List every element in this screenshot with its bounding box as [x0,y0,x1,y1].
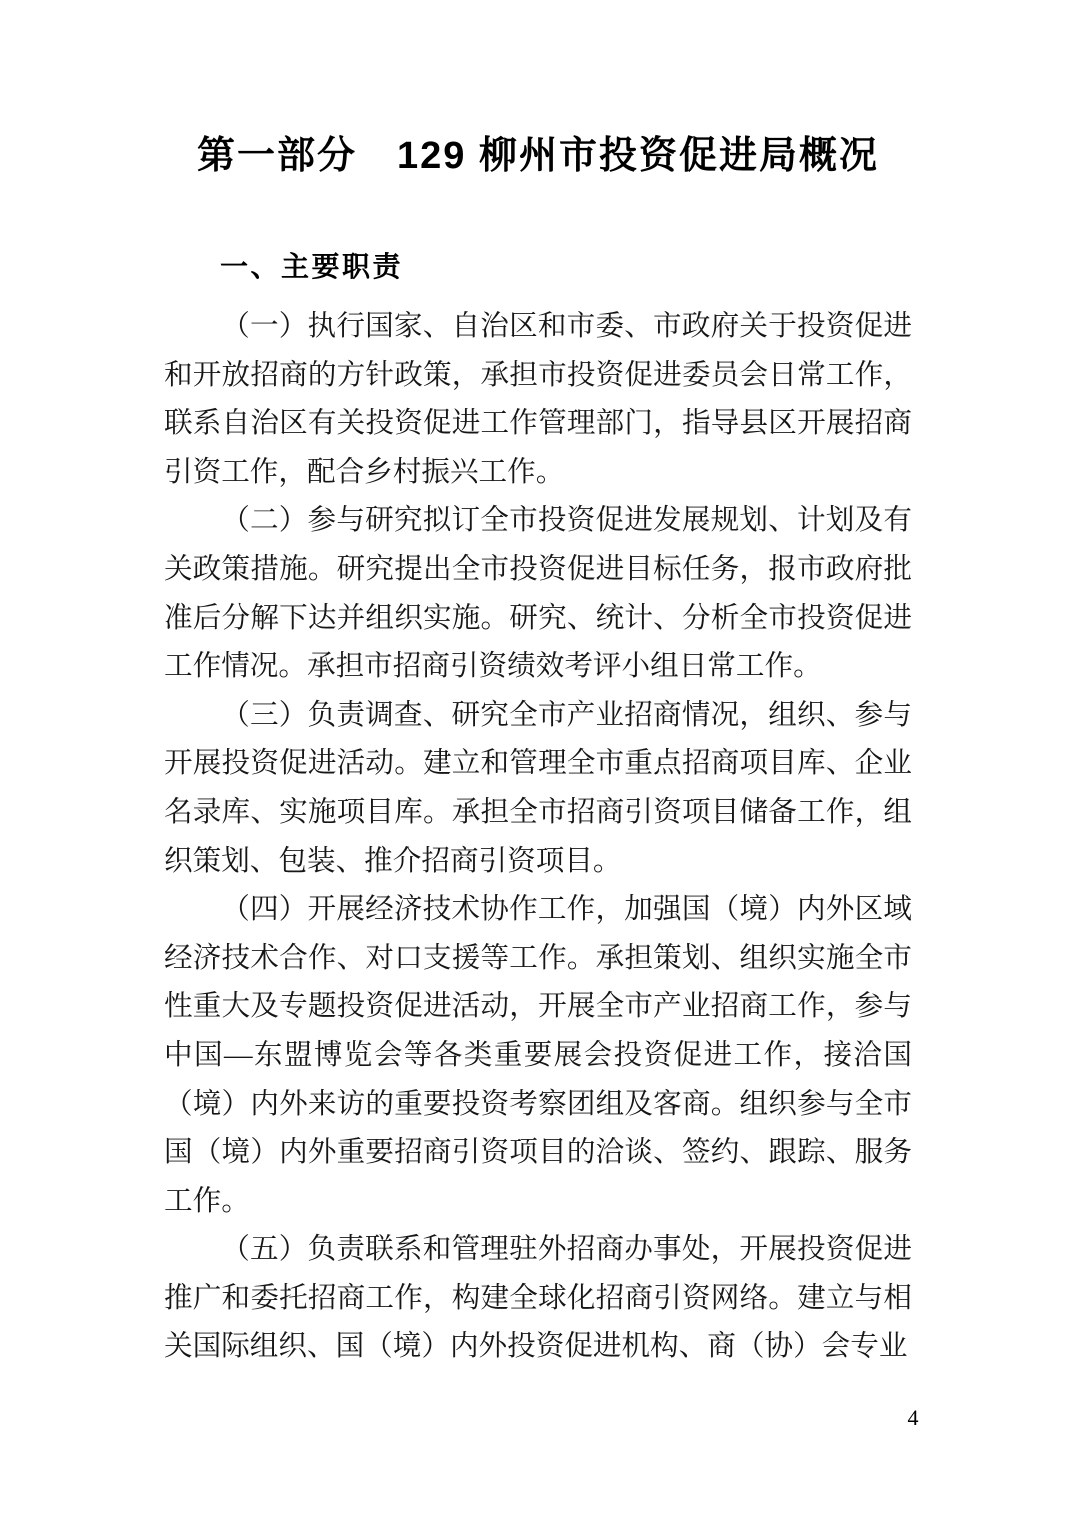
document-content [164,0,912,1372]
paragraph-duty-3: （三）负责调查、研究全市产业招商情况，组织、参与开展投资促进活动。建立和管理全市重点招商项目库、企业名录库、实施项目库。承担全市招商引资项目储备工作，组织策划、包装、推介招商引资项目。 [164,699,912,877]
document-title: 第一部分 129 柳州市投资促进局概况 [197,135,879,177]
body-text [164,303,912,1372]
paragraph-duty-1: （一）执行国家、自治区和市委、市政府关于投资促进和开放招商的方针政策，承担市投资促进委员会日常工作，联系自治区有关投资促进工作管理部门，指导县区开展招商引资工作，配合乡村振兴工作。 [164,311,912,488]
paragraph-duty-4: （四）开展经济技术协作工作，加强国（境）内外区域经济技术合作、对口支援等工作。承担策划、组织实施全市性重大及专题投资促进活动，开展全市产业招商工作，参与中国—东盟博览会等各类重要展会投资促进工作，接洽国（境）内外来访的重要投资考察团组及客商。组织参与全市国（境）内外重要招商引资项目的洽谈、签约、跟踪、服务工作。 [164,894,912,1217]
section-heading: 一、主要职责 [220,251,404,282]
paragraph-duty-5: （五）负责联系和管理驻外招商办事处，开展投资促进推广和委托招商工作，构建全球化招商引资网络。建立与相关国际组织、国（境）内外投资促进机构、商（协）会专业 [164,1234,912,1363]
paragraph-duty-2: （二）参与研究拟订全市投资促进发展规划、计划及有关政策措施。研究提出全市投资促进目标任务，报市政府批准后分解下达并组织实施。研究、统计、分析全市投资促进工作情况。承担市招商引资绩效考评小组日常工作。 [164,505,912,683]
page-number: 4 [907,1405,919,1430]
